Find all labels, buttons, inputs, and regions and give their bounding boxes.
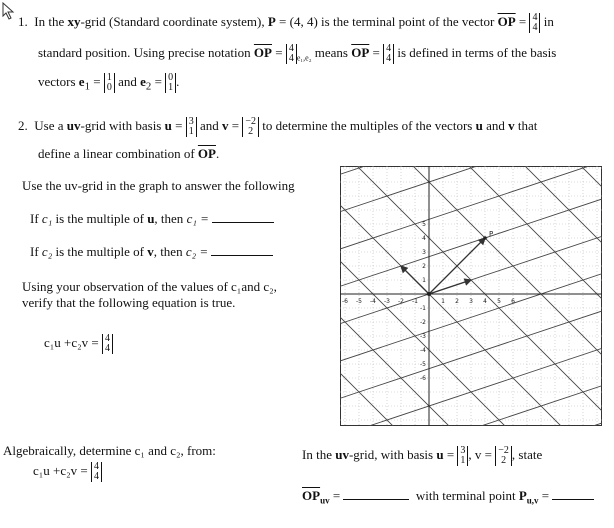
opuv-answer-blank[interactable] — [343, 499, 409, 500]
x-tick-label: -2 — [398, 298, 404, 305]
algebraic-equation: c₁u +c₂v = 4 4 — [33, 462, 102, 482]
x-tick-label: -3 — [384, 298, 390, 305]
x-tick-label: -4 — [370, 298, 376, 305]
y-tick-label: -2 — [420, 319, 426, 326]
observation-line2: verify that the following equation is true. — [22, 295, 236, 310]
x-tick-label: 6 — [511, 298, 515, 305]
q2-line2: define a linear combination of $\overline{OP}$. — [38, 146, 220, 161]
x-tick-label: 3 — [469, 298, 473, 305]
y-tick-label: -5 — [420, 361, 426, 368]
q1-line1: 1. In the xy-grid (Standard coordinate system), P = (4, 4) is the terminal point of the vector $\overline{OP}$ = 4 4 in — [18, 12, 554, 33]
algebraic-instruction: Algebraically, determine c₁ and c₂, from: — [3, 443, 216, 458]
c1-answer-blank[interactable] — [212, 222, 274, 223]
y-tick-label: 5 — [422, 221, 426, 228]
use-grid-instruction: Use the uv-grid in the graph to answer the following — [22, 178, 295, 193]
vector-4-4: 4 4 — [529, 13, 540, 33]
c2-question: If c₂ is the multiple of v, then c₂ = — [30, 244, 273, 260]
y-tick-label: 4 — [422, 235, 426, 242]
x-tick-label: 1 — [441, 298, 445, 305]
x-tick-label: 5 — [497, 298, 501, 305]
q1-line3: vectors $e_1$ = 1 0 and $e_2$ = 0 1 . — [38, 72, 180, 93]
c1-question: If c₁ is the multiple of u, then c₁ = — [30, 211, 274, 227]
q2-line1: 2. Use a uv-grid with basis u = 3 1 and v = −2 2 to determine the multiples of the vectors u and v that — [18, 116, 538, 137]
y-tick-label: 3 — [422, 249, 426, 256]
y-tick-label: -4 — [420, 347, 426, 354]
x-tick-label: -1 — [412, 298, 418, 305]
y-tick-label: 2 — [422, 263, 426, 270]
x-tick-label: 4 — [483, 298, 487, 305]
point-p-label: P — [489, 230, 494, 238]
opuv-line: $\overline{OP}_{uv}$ = with terminal point $P_{u,v}$ = — [302, 488, 594, 506]
verify-equation: c₁u +c₂v = 4 4 — [44, 334, 113, 354]
terminal-point-blank[interactable] — [552, 499, 594, 500]
mouse-cursor-icon — [2, 2, 16, 20]
y-tick-label: -1 — [420, 305, 426, 312]
c2-answer-blank[interactable] — [211, 255, 273, 256]
x-tick-label: -5 — [356, 298, 362, 305]
y-tick-label: 1 — [422, 277, 426, 284]
y-tick-label: -3 — [420, 333, 426, 340]
x-tick-label: -6 — [342, 298, 348, 305]
uvgrid-basis-line: In the uv-grid, with basis u = 3 1 , v = −2 2 , state — [302, 445, 543, 466]
y-tick-label: -6 — [420, 375, 426, 382]
q1-line2: standard position. Using precise notation $\overline{OP}$ = 4 4 $_{e_1,e_2}$ means $\overline{OP}$ = 4 4 is defined in terms of the basis — [38, 43, 557, 64]
observation-line1: Using your observation of the values of c₁and c₂, — [22, 279, 277, 294]
x-tick-label: 2 — [455, 298, 459, 305]
origin-dot — [427, 292, 431, 296]
uv-grid-graph — [340, 166, 602, 426]
point-p-dot — [483, 236, 487, 240]
